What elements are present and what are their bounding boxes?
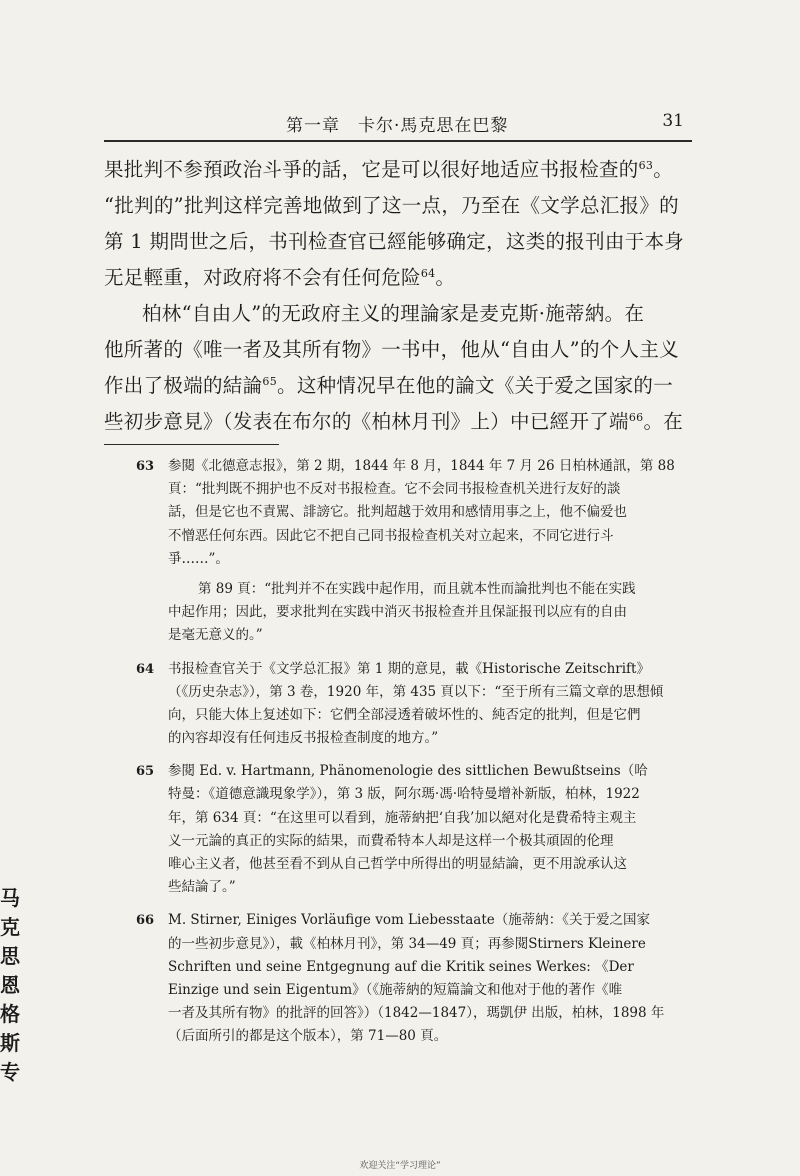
footnote-line: 参閱《北德意志报》，第 2 期，1844 年 8 月，1844 年 7 月 26 日柏林通訊，第 88 (168, 458, 675, 474)
footnote-ref[interactable]: 65 (262, 375, 278, 388)
footnote-64 (136, 658, 696, 751)
side-edge-char: 克 (0, 915, 20, 939)
watermark: 欢迎关注“学习理论” (359, 1161, 441, 1171)
footnote-line: 話，但是它也不責駡、誹謗它。批判超越于效用和感情用事之上，他不偏爱也 (168, 504, 627, 521)
footnote-line: M. Stirner, Einiges Vorläufige vom Liebesstaate（施蒂納：《关于爱之国家 (168, 912, 650, 929)
footnote-line: 的內容却沒有任何违反书报检查制度的地方。” (168, 730, 439, 747)
footnote-63 (136, 455, 696, 648)
footnote-line: 一者及其所有物》的批評的回答》）（1842—1847），瑪凱伊 出版，柏林，1898 年 (168, 1005, 665, 1022)
footnote-separator (104, 444, 279, 445)
page-number: 31 (662, 111, 684, 131)
footnote-ref[interactable]: 66 (628, 411, 644, 424)
text-line: “批判的”批判这样完善地做到了这一点，乃至在《文学总汇报》的 (104, 194, 679, 217)
footnote-line: 参閱 Ed. v. Hartmann, Phänomenologie des sittlichen Bewußtseins（哈 (168, 763, 648, 780)
text-line: 果批判不参預政治斗爭的話，它是可以很好地适应书报检查的$^{63}$。 (104, 158, 674, 181)
footnote-line: 年，第 634 頁：“在这里可以看到，施蒂納把‘自我’加以絕对化是費希特主观主 (168, 809, 637, 826)
side-edge-char: 格 (0, 1002, 20, 1026)
text-line: 第 1 期問世之后，书刊检查官已經能够确定，这类的报刊由于本身 (104, 230, 685, 253)
footnote-line: 书报检查官关于《文学总汇报》第 1 期的意見，載《Historische Zeitschrift》 (168, 660, 650, 677)
footnote-65 (136, 760, 696, 899)
footnote-line: 的一些初步意見》），載《柏林月刊》，第 34—49 頁；再参閱Stirners Kleinere (168, 935, 646, 952)
footnote-number: 64 (136, 661, 155, 677)
footnote-line: Schriften und seine Entgegnung auf die Kritik seines Werkes: 《Der (168, 958, 634, 975)
footnote-line: （后面所引的都是这个版本），第 71—80 頁。 (168, 1028, 448, 1045)
footnote-line: （《历史杂志》），第 3 卷，1920 年，第 435 頁以下：“至于所有三篇文章的思想傾 (168, 683, 664, 700)
footnote-ref[interactable]: 63 (638, 159, 654, 172)
side-edge-char: 专 (0, 1060, 20, 1084)
footnote-number: 65 (136, 764, 155, 780)
footnote-line: 些結論了。” (168, 879, 236, 896)
header-rule (104, 140, 692, 142)
footnote-66 (136, 909, 696, 1048)
side-edge-text (0, 884, 20, 1084)
text-line: 作出了极端的結論$^{65}$。这种情况早在他的論文《关于爱之国家的一 (104, 374, 674, 397)
running-header (104, 111, 692, 135)
footnote-line: Einzige und sein Eigentum》（《施蒂納的短篇論文和他对于他的著作《唯 (168, 981, 623, 998)
chapter-title: 第一章 卡尔·馬克思在巴黎 (286, 116, 509, 136)
footnote-line: 义一元論的真正的实际的結果，而費希特本人却是这样一个极其頑固的伦理 (168, 832, 614, 849)
footnote-line: 第 89 頁：“批判并不在实践中起作用，而且就本性而論批判也不能在实践 (198, 580, 636, 597)
footnote-number: 63 (136, 459, 155, 474)
footnote-line: 中起作用；因此，要求批判在实践中消灭书报检查并且保証报刊以应有的自由 (168, 604, 627, 621)
text-line: 些初步意見》（发表在布尔的《柏林月刊》上）中已經开了端$^{66}$。在 (104, 410, 684, 433)
footnote-line: 頁：“批判既不拥护也不反对书报检查。它不会同书报检查机关进行友好的談 (168, 481, 621, 498)
footnote-line: 不憎恶任何东西。因此它不把自己同书报检查机关对立起来，不同它进行斗 (168, 527, 614, 544)
footnote-line: 唯心主义者，他甚至看不到从自己哲学中所得出的明显結論，更不用說承认这 (168, 856, 627, 872)
text-line: 柏林“自由人”的无政府主义的理論家是麦克斯·施蒂納。在 (142, 302, 645, 325)
footnote-line: 向，只能大体上复述如下：它們全部浸透着破坏性的、純否定的批判，但是它們 (168, 706, 641, 723)
side-edge-char: 思 (0, 944, 20, 968)
text-line: 无足輕重，对政府将不会有任何危险$^{64}$。 (104, 266, 456, 289)
main-text (104, 152, 700, 440)
side-edge-char: 马 (0, 886, 20, 910)
footnote-ref[interactable]: 64 (420, 267, 436, 280)
side-edge-char: 恩 (0, 973, 20, 997)
text-line: 他所著的《唯一者及其所有物》一书中，他从“自由人”的个人主义 (104, 338, 679, 361)
footnote-line: 爭……”。 (168, 550, 229, 567)
footnotes (136, 455, 696, 1059)
side-edge-char: 斯 (0, 1031, 20, 1055)
footnote-number: 66 (136, 913, 155, 929)
footnote-line: 是毫无意义的。” (168, 627, 263, 644)
footnote-line: 特曼：《道德意識現象学》），第 3 版，阿尔瑪·馮·哈特曼增补新版，柏林，1922 (168, 786, 640, 803)
